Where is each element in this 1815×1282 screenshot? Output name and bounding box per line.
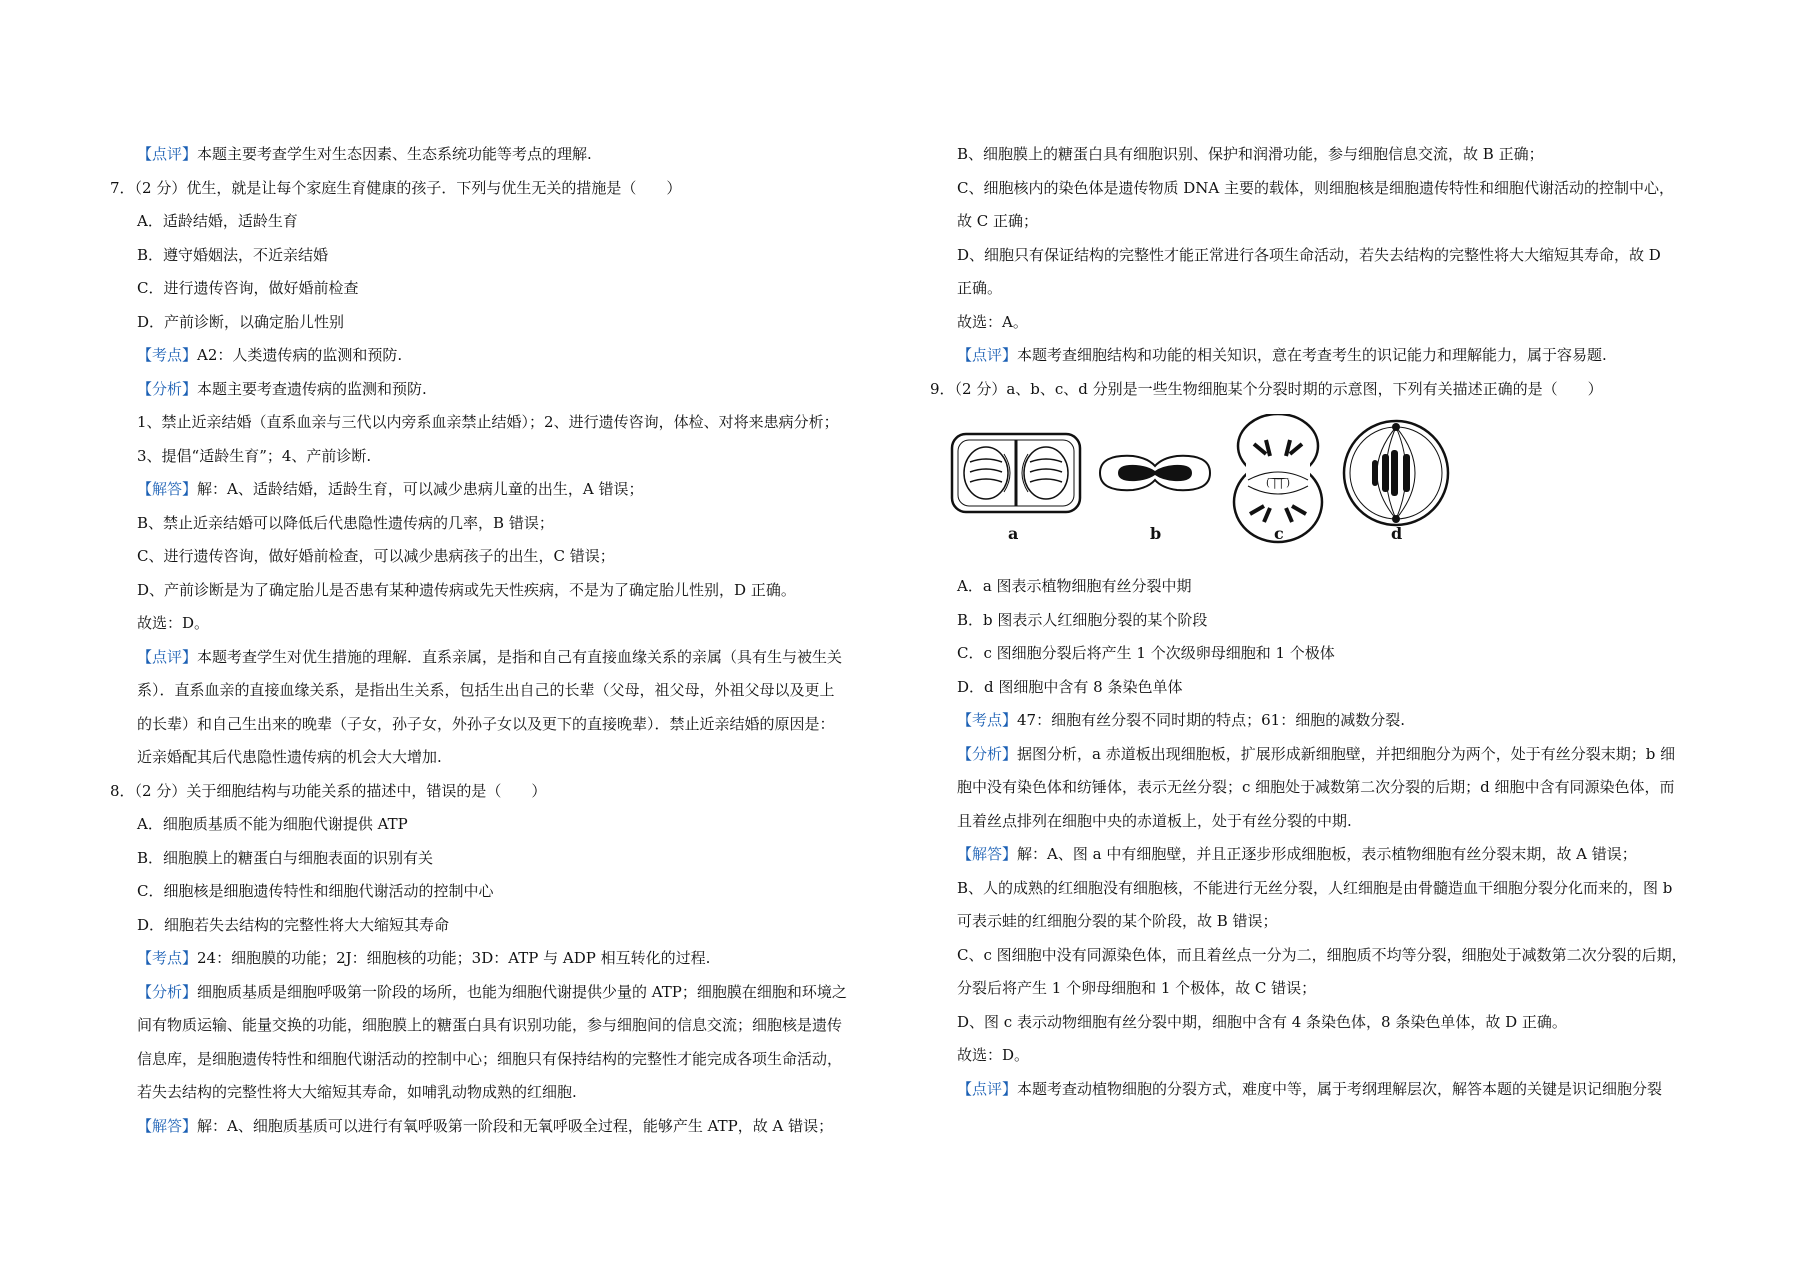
line-text: 解：A、图 a 中有细胞壁，并且正逐步形成细胞板，表示植物细胞有丝分裂末期，故 A 错误； [1017,845,1637,863]
text-line [110,708,910,742]
line-text: D、产前诊断是为了确定胎儿是否患有某种遗传病或先天性疾病，不是为了确定胎儿性别，D 正确。 [137,580,796,599]
annotated-line [930,704,1720,738]
section-tag: 【分析】 [137,379,198,398]
line-text: 可表示蛙的红细胞分裂的某个阶段，故 B 错误； [957,912,1278,930]
text-line [930,272,1720,306]
section-tag: 【考点】 [957,711,1018,729]
text-line [930,671,1720,705]
line-text: 9．（2 分）a、b、c、d 分别是一些生物细胞某个分裂时期的示意图，下列有关描述正确的是（ ） [930,379,1603,398]
question-line [110,775,910,809]
section-tag: 【解答】 [137,1116,198,1135]
right-bottom-block [930,570,1720,1106]
line-text: 3、提倡“适龄生育”；4、产前诊断. [137,446,372,465]
line-text: C、细胞核内的染色体是遗传物质 DNA 主要的载体，则细胞核是细胞遗传特性和细胞代谢活动的控制中心， [957,178,1675,197]
line-text: 7．（2 分）优生，就是让每个家庭生育健康的孩子．下列与优生无关的措施是（ ） [110,178,682,197]
text-line [110,1009,910,1043]
line-text: 故 C 正确； [957,212,1039,230]
section-tag: 【考点】 [137,346,198,364]
line-text: D．细胞若失去结构的完整性将大大缩短其寿命 [137,915,450,934]
text-line [930,1039,1720,1073]
line-text: 若失去结构的完整性将大大缩短其寿命，如哺乳动物成熟的红细胞. [137,1083,577,1101]
line-text: 解：A、细胞质基质可以进行有氧呼吸第一阶段和无氧呼吸全过程，能够产生 ATP，故 A 错误； [197,1116,834,1135]
text-line [930,205,1720,239]
line-text: C、进行遗传咨询，做好婚前检查，可以减少患病孩子的出生，C 错误； [137,547,615,565]
section-tag: 【点评】 [137,145,198,163]
line-text: A．适龄结婚，适龄生育 [137,212,298,230]
annotated-line [110,473,910,507]
section-tag: 【考点】 [137,949,198,967]
line-text: 信息库，是细胞遗传特性和细胞代谢活动的控制中心；细胞只有保持结构的完整性才能完成各项生命活动， [137,1049,843,1068]
annotated-line [110,976,910,1010]
annotated-line [110,138,910,172]
question-line [110,172,910,206]
text-line [110,1043,910,1077]
right-top-block [930,138,1720,406]
line-text: 本题主要考查遗传病的监测和预防. [197,379,427,398]
line-text: 间有物质运输、能量交换的功能，细胞膜上的糖蛋白具有识别功能，参与细胞间的信息交流；细胞核是遗传 [137,1016,843,1034]
figure-label-c: c [1274,524,1284,543]
annotated-line [110,1110,910,1144]
text-line [930,1006,1720,1040]
text-line [110,306,910,340]
line-text: B、细胞膜上的糖蛋白具有细胞识别、保护和润滑功能，参与细胞信息交流，故 B 正确； [957,145,1544,163]
line-text: C、c 图细胞中没有同源染色体，而且着丝点一分为二，细胞质不均等分裂，细胞处于减数第二次分裂的后期， [957,945,1687,964]
line-text: 的长辈）和自己生出来的晚辈（子女，孙子女，外孙子女以及更下的直接晚辈）．禁止近亲结婚的原因是： [137,714,835,733]
text-line [110,239,910,273]
figure-label-a: a [1008,524,1019,543]
section-tag: 【分析】 [137,982,198,1001]
annotated-line [110,373,910,407]
cell-division-figure [948,414,1720,564]
text-line [930,872,1720,906]
text-line [110,607,910,641]
text-line [930,637,1720,671]
line-text: 47：细胞有丝分裂不同时期的特点；61：细胞的减数分裂. [1017,711,1405,729]
line-text: D、细胞只有保证结构的完整性才能正常进行各项生命活动，若失去结构的完整性将大大缩短其寿命，故 D [957,245,1661,264]
figure-label-b: b [1150,524,1162,543]
text-line [930,805,1720,839]
text-line [110,406,910,440]
line-text: 本题考查动植物细胞的分裂方式，难度中等，属于考纲理解层次，解答本题的关键是识记细胞分裂 [1017,1079,1663,1098]
text-line [110,507,910,541]
line-text: 据图分析，a 赤道板出现细胞板，扩展形成新细胞壁，并把细胞分为两个，处于有丝分裂末期；b 细 [1017,744,1676,763]
cell-d-drawing [1344,421,1448,525]
line-text: C．c 图细胞分裂后将产生 1 个次级卵母细胞和 1 个极体 [957,644,1335,662]
question-line [930,373,1720,407]
section-tag: 【分析】 [957,744,1018,763]
line-text: 系）．直系血亲的直接血缘关系，是指出生关系，包括生出自己的长辈（父母，祖父母，外祖父母以及更上 [137,681,835,699]
text-line [110,674,910,708]
line-text: 分裂后将产生 1 个卵母细胞和 1 个极体，故 C 错误； [957,979,1317,997]
line-text: 1、禁止近亲结婚（直系血亲与三代以内旁系血亲禁止结婚）；2、进行遗传咨询，体检、对将来患病分析； [137,413,839,431]
line-text: 8．（2 分）关于细胞结构与功能关系的描述中，错误的是（ ） [110,781,547,800]
text-line [110,272,910,306]
line-text: A．细胞质基质不能为细胞代谢提供 ATP [137,815,408,833]
line-text: 近亲婚配其后代患隐性遗传病的机会大大增加. [137,748,442,766]
text-line [110,808,910,842]
text-line [930,939,1720,973]
section-tag: 【点评】 [137,647,198,666]
cell-a-drawing [952,434,1080,512]
annotated-line [930,738,1720,772]
line-text: A2：人类遗传病的监测和预防. [197,346,403,364]
text-line [930,771,1720,805]
line-text: B、禁止近亲结婚可以降低后代患隐性遗传病的几率，B 错误； [137,513,554,532]
line-text: B．细胞膜上的糖蛋白与细胞表面的识别有关 [137,848,434,867]
text-line [930,306,1720,340]
section-tag: 【点评】 [957,1079,1018,1098]
text-line [110,1076,910,1110]
line-text: D、图 c 表示动物细胞有丝分裂中期，细胞中含有 4 条染色体，8 条染色单体，故 D 正确。 [957,1012,1567,1031]
cell-c-drawing [1234,414,1322,542]
text-line [930,905,1720,939]
annotated-line [110,339,910,373]
text-line [110,741,910,775]
annotated-line [110,641,910,675]
text-line [930,172,1720,206]
line-text: D．d 图细胞中含有 8 条染色单体 [957,677,1183,696]
text-line [110,842,910,876]
text-line [930,604,1720,638]
left-column [110,138,910,1143]
line-text: 故选：D。 [957,1046,1030,1064]
line-text: A．a 图表示植物细胞有丝分裂中期 [957,577,1192,595]
line-text: D．产前诊断，以确定胎儿性别 [137,312,345,331]
line-text: 细胞质基质是细胞呼吸第一阶段的场所，也能为细胞代谢提供少量的 ATP；细胞膜在细胞和环境之 [197,982,847,1001]
text-line [930,972,1720,1006]
text-line [110,440,910,474]
line-text: B．b 图表示人红细胞分裂的某个阶段 [957,610,1208,629]
text-line [110,909,910,943]
text-line [110,540,910,574]
section-tag: 【点评】 [957,346,1018,364]
annotated-line [930,1073,1720,1107]
cell-b-drawing [1100,456,1210,490]
line-text: 且着丝点排列在细胞中央的赤道板上，处于有丝分裂的中期. [957,811,1352,830]
text-line [930,138,1720,172]
line-text: B．遵守婚姻法，不近亲结婚 [137,245,329,264]
figure-label-d: d [1391,524,1403,543]
line-text: 本题考查学生对优生措施的理解．直系亲属，是指和自己有直接血缘关系的亲属（具有生与被生关 [197,647,843,666]
text-line [110,574,910,608]
line-text: 故选：D。 [137,614,210,632]
text-line [110,205,910,239]
annotated-line [110,942,910,976]
line-text: 胞中没有染色体和纺锤体，表示无丝分裂；c 细胞处于减数第二次分裂的后期；d 细胞中含有同源染色体，而 [957,778,1675,796]
line-text: C．细胞核是细胞遗传特性和细胞代谢活动的控制中心 [137,882,494,900]
annotated-line [930,339,1720,373]
line-text: 解：A、适龄结婚，适龄生育，可以减少患病儿童的出生，A 错误； [197,480,644,498]
cell-division-diagram [948,414,1508,564]
line-text: 本题考查细胞结构和功能的相关知识，意在考查考生的识记能力和理解能力，属于容易题. [1017,346,1607,364]
svg-text:( | | ): ( | | ) [1266,478,1291,489]
section-tag: 【解答】 [957,845,1018,863]
line-text: 24：细胞膜的功能；2J：细胞核的功能；3D：ATP 与 ADP 相互转化的过程. [197,949,711,967]
line-text: C．进行遗传咨询，做好婚前检查 [137,279,359,297]
annotated-line [930,838,1720,872]
text-line [110,875,910,909]
line-text: 故选：A。 [957,312,1028,331]
line-text: 正确。 [957,279,1003,297]
text-line [930,570,1720,604]
line-text: 本题主要考查学生对生态因素、生态系统功能等考点的理解. [197,145,592,163]
right-column [930,138,1720,1106]
text-line [930,239,1720,273]
line-text: B、人的成熟的红细胞没有细胞核，不能进行无丝分裂，人红细胞是由骨髓造血干细胞分裂分化而来的，图 b [957,878,1673,897]
section-tag: 【解答】 [137,480,198,498]
